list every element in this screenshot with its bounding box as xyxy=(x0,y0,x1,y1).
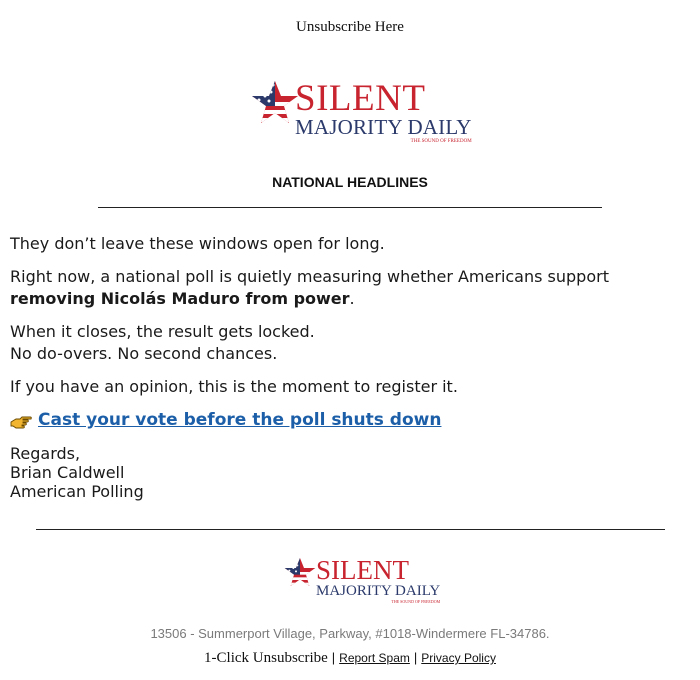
cast-vote-link[interactable]: Cast your vote before the poll shuts down xyxy=(38,410,442,430)
paragraph: They don’t leave these windows open for long. xyxy=(10,234,385,253)
footer-address: 13506 - Summerport Village, Parkway, #1018-Windermere FL-34786. xyxy=(150,626,550,641)
paragraph: If you have an opinion, this is the moment to register it. xyxy=(10,377,458,396)
message-body xyxy=(10,233,650,501)
divider xyxy=(36,529,665,530)
one-click-unsubscribe-link[interactable]: 1-Click Unsubscribe xyxy=(204,650,328,666)
paragraph-line: No do-overs. No second chances. xyxy=(10,344,278,363)
divider xyxy=(98,207,602,208)
star-flag-icon xyxy=(284,557,316,587)
cta-row xyxy=(10,409,650,431)
paragraph xyxy=(10,321,650,365)
paragraph-line: When it closes, the result gets locked. xyxy=(10,322,315,341)
pointing-hand-icon xyxy=(10,414,32,430)
paragraph-text: Right now, a national poll is quietly measuring whether Americans support xyxy=(10,267,609,286)
signoff: Regards, xyxy=(10,444,81,463)
logo-title: SILENT xyxy=(316,555,409,585)
report-spam-link[interactable]: Report Spam xyxy=(339,651,410,665)
logo-tagline: THE SOUND OF FREEDOM xyxy=(391,599,441,604)
paragraph xyxy=(10,266,650,310)
sender-name: Brian Caldwell xyxy=(10,463,125,482)
section-headline: NATIONAL HEADLINES xyxy=(272,174,428,190)
footer-logo xyxy=(284,557,440,604)
star-flag-icon xyxy=(251,80,299,124)
logo-subtitle: MAJORITY DAILY xyxy=(295,115,472,139)
sender-organization: American Polling xyxy=(10,482,144,501)
emphasized-text: removing Nicolás Maduro from power xyxy=(10,289,350,308)
privacy-policy-link[interactable]: Privacy Policy xyxy=(421,651,496,665)
signature-block xyxy=(10,444,650,501)
logo-title: SILENT xyxy=(295,78,426,119)
separator: | xyxy=(331,650,336,665)
separator: | xyxy=(413,650,418,665)
logo-subtitle: MAJORITY DAILY xyxy=(316,583,441,599)
footer-links xyxy=(0,650,700,667)
logo-tagline: THE SOUND OF FREEDOM xyxy=(410,139,472,144)
punctuation: . xyxy=(349,289,355,308)
unsubscribe-link-top[interactable]: Unsubscribe Here xyxy=(296,19,404,35)
brand-logo xyxy=(251,80,472,144)
